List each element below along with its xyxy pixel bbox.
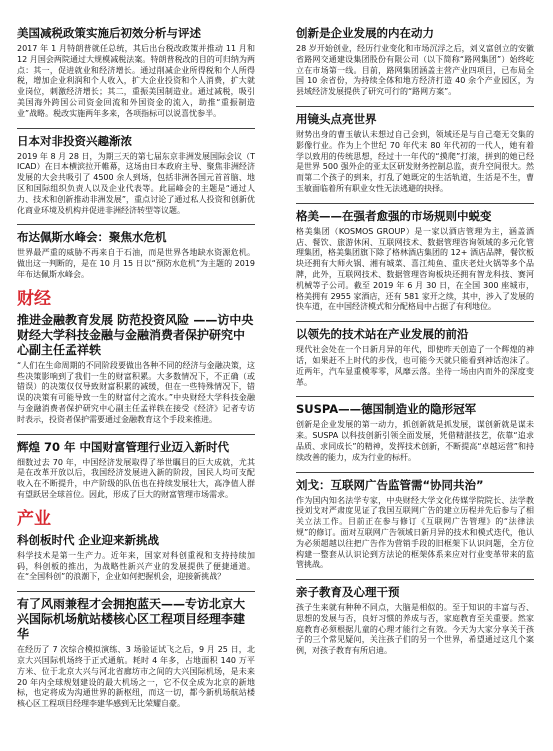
article-lens-lights-world <box>296 112 534 195</box>
right-column <box>296 26 534 665</box>
article-summary: 现代社会处在一个日新月异的年代，即使昨天创造了一个辉煌的神话，如果赶不上时代的步伐，也可能今天就只能看到神话泡沫了。近两年，汽车显重模零零，风靡云落。坐待一场由内而外的深度变革。 <box>296 345 534 387</box>
article-divider <box>296 579 534 580</box>
article-divider <box>17 224 255 225</box>
article-star-market <box>17 533 255 583</box>
article-daxing-airport <box>17 597 255 710</box>
article-title[interactable]: 以领先的技术站在产业发展的前沿 <box>296 327 469 342</box>
article-title[interactable]: 美国减税政策实施后初效分析与评述 <box>17 26 201 40</box>
article-summary: 2019 年 8 月 28 日，为期三天的第七届东京非洲发展国际会议（TICAD）在日本横滨拉开帷幕，这场由日本政府主导、聚焦非洲经济发展的大会共吸引了 4500 余人到场，包括非洲各国元首首脑、地区和国际组织负责人以及企业代表等。此届峰会的主题是“通过人力、技术和创新推动非洲发展”，重点讨论了通过私人投资和创新优化商业环境及机构并促进非洲经济转型等议题。 <box>17 151 255 215</box>
article-japan-africa <box>17 134 255 217</box>
article-divider <box>296 203 534 204</box>
article-title[interactable]: SUSPA——德国制造业的隐形冠军 <box>296 402 477 417</box>
article-divider <box>296 321 534 322</box>
article-summary: 28 岁开始创业，经历行业变化和市场沉浮之后，刘义富创立的安徽省路网交通建设集团股份有限公司（以下简称“路网集团”）始终屹立在市场第一线。目前，路网集团涵盖主营产业四项目，已布局全国 10 余省份，为持续全体和地方经济打造 40 余个产业园区，为县域经济发展提供了研究可行的“路网方案”。 <box>296 44 534 97</box>
article-innovation-driver <box>296 26 534 98</box>
article-wealth-management <box>17 440 255 501</box>
article-summary: 创新是企业发展的第一动力，抓创新就是抓发展，谋创新就是谋未来。SUSPA 以科技创新引领全面发展，凭借精湛技艺，依靠“追求品质、求同成长”的精神，发挥技术创新，不断提高“卓越运营”和持续改善的能力，成为行业的标杆。 <box>296 420 534 462</box>
article-internet-ad-regulation <box>296 478 534 572</box>
article-summary: “人们在生命周期的不同阶段要做出各种不同的经济与金融决策，这些决策影响到了我们一生的财富积累。大多数情况下，不正确（或错误）的决策仅仅导致财富积累的减缓，但在一些特殊情况下，错误的决策有可能导致一生的财富付之流水。”中央财经大学科技金融与金融消费者保护研究中心副主任孟祥轶在接受《经济》记者专访时表示，投资者保护需要通过金融教育这个手段来推进。 <box>17 360 255 424</box>
article-title[interactable]: 刘戈：互联网广告监管需“协同共治” <box>296 477 484 492</box>
left-column <box>17 26 255 718</box>
article-summary: 科学技术是第一生产力。近年来，国家对科创重视和支持持续加码，科创板的推出，为战略性新兴产业的发展提供了便捷通道。在“全国科创”的浪潮下，企业如何把握机会，迎接新挑战？ <box>17 550 255 582</box>
article-summary: 2017 年 1 月特朗普就任总统，其后出台税改政策并推动 11 月和 12 月国会两院通过大规模减税法案。特朗普税改的目的可归纳为两点：其一，促进就业和经济增长。通过削减企业所得税和个人所得税，增加企业利润和个人收入，扩大企业投资和个人消费，扩大就业岗位，刺激经济增长；其二，重振美国制造业。通过减税，吸引美国海外跨国公司资金回流和外国资金的流入，助推“重振制造业”战略。税改实施两年多来，各项指标可以说喜忧参半。 <box>17 44 255 118</box>
article-title[interactable]: 科创板时代 企业迎来新挑战 <box>17 532 160 547</box>
article-title[interactable]: 用镜头点亮世界 <box>296 111 377 126</box>
article-summary: 作为国内知名法学专家，中央财经大学文化传媒学院院长、法学教授刘戈对严肃度见证了我国互联网广告的建立历程并先后参与了相关立法工作。目前正在参与修订《互联网广告管理》的“法律法规”的修订。面对互联网广告领域日新月异的技术和模式迭代，他认为必须超越以往把广告作为营销手段的旧框架下认识问题，全方位构建一整套从认识论到方法论的框架体系来应对行业变革带来的监管挑战。 <box>296 495 534 570</box>
article-summary: 世界最严重的威胁不再来自于石油，而是世界各地缺水资源危机。做出这一判断的，是在 10 月 15 日以“预防水危机”为主题的 2019 年布达佩斯水峰会。 <box>17 248 255 279</box>
article-divider <box>296 396 534 397</box>
article-finance-education <box>17 313 255 426</box>
article-divider <box>17 128 255 129</box>
article-title[interactable]: 布达佩斯水峰会：聚焦水危机 <box>17 230 167 245</box>
article-divider <box>17 434 255 435</box>
article-kosmos-group <box>296 209 534 313</box>
article-suspa <box>296 402 534 463</box>
article-leading-technology <box>296 327 534 388</box>
article-title[interactable]: 创新是企业发展的内在动力 <box>296 26 434 40</box>
article-us-tax-cut <box>17 26 255 120</box>
article-summary: 在经历了 7 次综合模拟演练、3 场验证试飞之后，9 月 25 日，北京大兴国际机场终于正式通航。耗时 4 年多，占地面积 140 万平方米、位于北京大兴与河北省廊坊市之间的大兴国际机场，是未来 20 年内全球规划建设的最大机场之一，它不仅全成为北京的新地标，也定将成为沟通世界的新枢纽，而这一切，都今新机场航站楼核心区工程项目经理李建华感到无比荣耀自豪。 <box>17 645 255 709</box>
article-divider <box>296 106 534 107</box>
article-title[interactable]: 推进金融教育发展 防范投资风险 ——访中央财经大学科技金融与金融消费者保护研究中心副主任孟祥轶 <box>17 312 254 357</box>
article-divider <box>17 591 255 592</box>
article-title[interactable]: 格美——在强者愈强的市场规则中蜕变 <box>296 208 492 223</box>
article-title[interactable]: 亲子教育及心理干预 <box>296 585 400 600</box>
section-heading-industry: 产业 <box>17 508 51 529</box>
article-parenting <box>296 585 534 657</box>
article-summary: 细数过去 70 年，中国经济发展取得了举世瞩目的巨大成就，尤其是在改革开放以后，我国经济发展进入新的阶段，国民人均可支配收入在不断提升，中产阶级的队伍也在持续发展壮大，高净值人群有望跃居全球首位。因此，形成了巨大的财富管理市场需求。 <box>17 457 255 499</box>
article-divider <box>296 472 534 473</box>
article-title[interactable]: 有了风雨兼程才会拥抱蓝天——专访北京大兴国际机场航站楼核心区工程项目经理李建华 <box>17 597 246 642</box>
article-title[interactable]: 辉煌 70 年 中国财富管理行业迈入新时代 <box>17 439 230 454</box>
article-title[interactable]: 日本对非投资兴趣渐浓 <box>17 133 132 148</box>
article-budapest-water <box>17 230 255 280</box>
article-summary: 孩子生来就有种种不同点，大脑是相似的。至于知识的丰富与否、思想的发展与否，良好习惯的养成与否，家庭教育至关重要。然家庭教育必须根据儿童的心理才能行之有效。今天为大家分享关于孩子的三个常见疑问，关注孩子们的另一个世界，希望通过这几个案例，对孩子教育有所启迪。 <box>296 603 534 656</box>
article-summary: 格美集团（KOSMOS GROUP）是一家以酒店管理为主，涵盖酒店、餐饮、旅游休闲、互联网技术、数据管理咨询领域的多元化管理集团，格美集团旗下除了格林酒店集团的 12+ 酒店品牌，餐饮板块还拥有大师火锅、湘有城菜、喜江炖鱼、重庆老灶火锅等多个品牌，此外，互联网技术、数据管理咨询板块还拥有智龙科技、赛河机械等子公司。截至 2019 年 6 月 30 日，在全国 300 座城市，格美拥有 2955 家酒店，还有 581 家开之续，其中，涉入了发展的快车道，在中国经济模式和分配格局中占据了有利地位。 <box>296 226 534 312</box>
article-summary: 财势出身的曹玉敏认未想过自己会到，领域还是与自己毫无交集的影像行业。作为上个世纪 70 年代末 80 年代初的一代人，她有着学以致用的传统思想，经过十一年代的“摸爬”打滚，拼到的她已经是世界 500 强外企的亚太区研发财务控制总监，责升空间很大。然而第二个孩子的到来，打乱了她既定的生活轨道，生活是不生，曹玉敏面临着所有职业女性无法逃避的抉择。 <box>296 129 534 193</box>
section-heading-finance: 财经 <box>17 288 51 309</box>
